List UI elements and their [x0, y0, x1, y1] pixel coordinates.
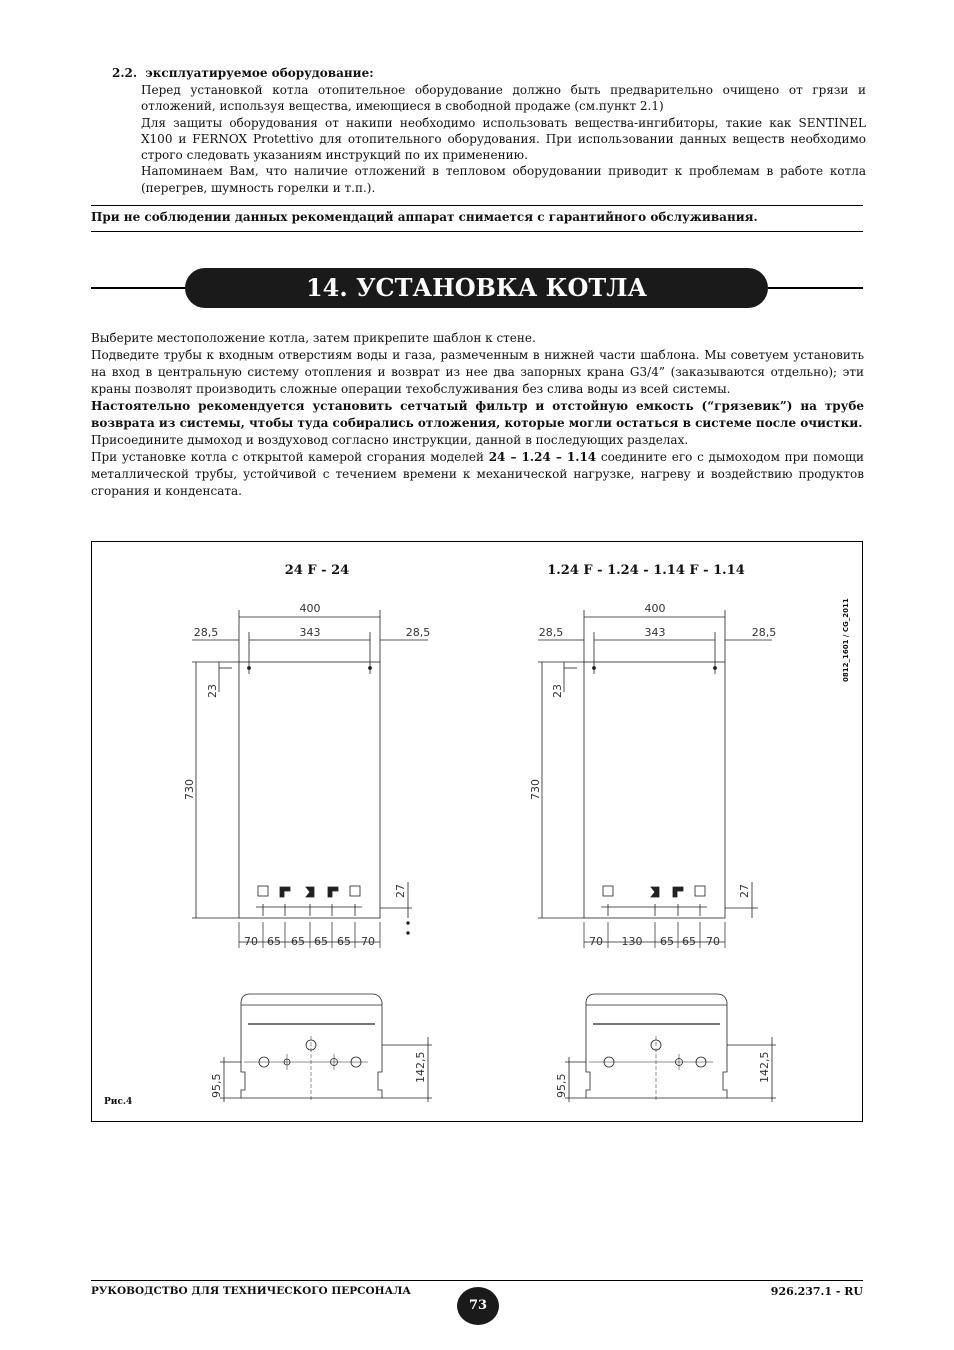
radiator-icon — [695, 886, 705, 896]
left-boiler-bottom-outline — [241, 994, 382, 1098]
chapter-title: 14. УСТАНОВКА КОТЛА — [185, 268, 768, 308]
installation-template-drawing — [92, 542, 864, 1123]
section-title: эксплуатируемое оборудование: — [145, 66, 374, 80]
dim-spacing: 70 — [361, 935, 375, 948]
radiator-icon — [350, 886, 360, 896]
divider — [91, 231, 863, 232]
section-paragraph: Для защиты оборудования от накипи необходимо использовать вещества-ингибиторы, такие как SENTINEL X100 и FERNOX Protettivo для отопительного оборудования. При использовании данных веществ необходимо строго следовать указаниям инструкций по их применению. — [141, 115, 866, 163]
dim-inner: 343 — [644, 626, 666, 639]
left-boiler-outline — [239, 662, 380, 918]
dim-side-left: 28,5 — [193, 626, 219, 639]
dim-top-offset: 23 — [551, 684, 564, 698]
divider — [91, 205, 863, 206]
dim-spacing: 65 — [314, 935, 328, 948]
document-code: 926.237.1 - RU — [770, 1285, 863, 1298]
dim-depth-right: 142,5 — [414, 1051, 427, 1083]
flame-icon — [651, 887, 659, 897]
section-paragraph: Перед установкой котла отопительное оборудование должно быть предварительно очищено от грязи и отложений, используя вещества, имеющиеся в свободной продаже (см.пункт 2.1) — [141, 83, 866, 114]
dim-depth-right: 142,5 — [758, 1051, 771, 1083]
dim-height: 730 — [529, 779, 542, 800]
intro-paragraph: Выберите местоположение котла, затем прикрепите шаблон к стене. — [91, 331, 536, 345]
dim-width: 400 — [299, 602, 321, 615]
footer-manual-title: РУКОВОДСТВО ДЛЯ ТЕХНИЧЕСКОГО ПЕРСОНАЛА — [91, 1285, 411, 1297]
right-boiler-outline — [584, 662, 725, 918]
footer-divider — [91, 1280, 863, 1281]
intro-paragraph: Подведите трубы к входным отверстиям воды и газа, размеченным в нижней части шаблона. Мы советуем установить на вход в центральную систему отопления и возврат из нее два запорных крана G3/4” (заказываются отдельно); эти краны позволят производить сложные операции техобслуживания без слива воды из всей системы. — [91, 348, 864, 396]
left-front-view — [183, 602, 430, 948]
section-body — [141, 82, 866, 196]
left-fittings — [256, 886, 362, 916]
intro-text — [91, 330, 864, 500]
dim-spacing: 70 — [589, 935, 603, 948]
page-number: 73 — [457, 1287, 499, 1325]
banner-line-right — [768, 287, 863, 289]
intro-paragraph — [91, 449, 864, 500]
drawing-code: 0812_1601 / CG_2011 — [842, 598, 850, 682]
left-model-title: 24 F - 24 — [284, 563, 350, 578]
tap-icon — [280, 887, 290, 897]
right-fittings — [601, 886, 707, 916]
dim-spacing: 65 — [682, 935, 696, 948]
model-list: 24 – 1.24 – 1.14 — [488, 450, 597, 464]
intro-text-span: соедините его с дымоходом при помощи металлической трубы, устойчивой с течением времени к механической нагрузке, нагреву и воздействию продуктов сгорания и конденсата. — [91, 450, 864, 498]
dim-width: 400 — [644, 602, 666, 615]
tap-icon — [328, 887, 338, 897]
intro-paragraph: Присоедините дымоход и воздуховод согласно инструкции, данной в последующих разделах. — [91, 433, 689, 447]
intro-emphasis: Настоятельно рекомендуется установить сетчатый фильтр и отстойную емкость (“грязевик”) на трубе возврата из системы, чтобы туда собирались отложения, которые могли остаться в системе после очистки. — [91, 399, 864, 430]
dim-spacing: 65 — [337, 935, 351, 948]
radiator-icon — [258, 886, 268, 896]
dim-spacing: 70 — [706, 935, 720, 948]
section-paragraph: Напоминаем Вам, что наличие отложений в тепловом оборудовании приводит к проблемам в работе котла (перегрев, шумность горелки и т.п.). — [141, 164, 866, 195]
right-model-title: 1.24 F - 1.24 - 1.14 F - 1.14 — [547, 563, 745, 578]
section-heading — [112, 66, 374, 80]
right-front-view — [529, 602, 776, 948]
dim-side-right: 28,5 — [405, 626, 431, 639]
radiator-icon — [603, 886, 613, 896]
dim-inner: 343 — [299, 626, 321, 639]
figure-caption: Рис.4 — [104, 1097, 133, 1107]
flame-icon — [306, 887, 314, 897]
right-boiler-bottom-outline — [586, 994, 727, 1098]
dim-spacing: 65 — [291, 935, 305, 948]
dim-side-left: 28,5 — [538, 626, 564, 639]
dim-top-offset: 23 — [206, 684, 219, 698]
figure-4 — [91, 541, 863, 1122]
dim-spacing: 70 — [244, 935, 258, 948]
section-number: 2.2. — [112, 66, 138, 80]
dim-spacing: 65 — [267, 935, 281, 948]
dim-depth-left: 95,5 — [555, 1073, 568, 1098]
dim-height: 730 — [183, 779, 196, 800]
left-bottom-view — [210, 994, 432, 1102]
dim-depth-left: 95,5 — [210, 1073, 223, 1098]
warranty-warning: При не соблюдении данных рекомендаций аппарат снимается с гарантийного обслуживания. — [91, 210, 758, 224]
right-bottom-view — [555, 994, 776, 1102]
dim-spacing: 65 — [660, 935, 674, 948]
dim-bottom-offset: 27 — [394, 884, 407, 898]
intro-paragraph-bold — [91, 398, 864, 432]
dim-side-right: 28,5 — [751, 626, 777, 639]
tap-icon — [673, 887, 683, 897]
banner-line-left — [91, 287, 185, 289]
intro-text-span: При установке котла с открытой камерой сгорания моделей — [91, 450, 489, 464]
dim-spacing: 130 — [621, 935, 643, 948]
dim-bottom-offset: 27 — [738, 884, 751, 898]
